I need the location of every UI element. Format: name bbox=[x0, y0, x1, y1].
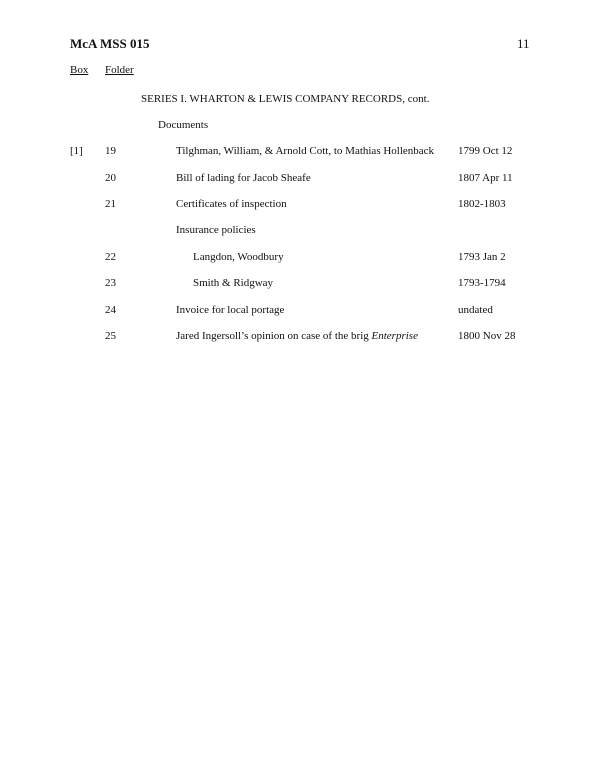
row-date: 1800 Nov 28 bbox=[458, 330, 516, 342]
row-date: 1793-1794 bbox=[458, 277, 506, 289]
row-description: Tilghman, William, & Arnold Cott, to Mathias Hollenback bbox=[176, 145, 435, 157]
subsection-heading: Insurance policies bbox=[176, 224, 256, 236]
section-title: Documents bbox=[158, 119, 209, 131]
column-header-folder: Folder bbox=[105, 64, 134, 76]
page-number: 11 bbox=[517, 36, 530, 51]
series-title: SERIES I. WHARTON & LEWIS COMPANY RECORDS, cont. bbox=[141, 93, 430, 105]
row-description: Invoice for local portage bbox=[176, 304, 285, 316]
row-folder: 19 bbox=[105, 145, 116, 157]
row-folder: 24 bbox=[105, 304, 116, 316]
ship-name: Enterprise bbox=[371, 330, 418, 342]
row-date: undated bbox=[458, 304, 493, 316]
row-description: Certificates of inspection bbox=[176, 198, 287, 210]
row-description-text: Jared Ingersoll’s opinion on case of the brig bbox=[176, 330, 372, 342]
row-folder: 20 bbox=[105, 172, 116, 184]
row-description bbox=[176, 330, 418, 342]
row-date: 1802-1803 bbox=[458, 198, 506, 210]
row-description: Langdon, Woodbury bbox=[193, 251, 284, 263]
row-date: 1793 Jan 2 bbox=[458, 251, 506, 263]
row-folder: 21 bbox=[105, 198, 116, 210]
row-folder: 23 bbox=[105, 277, 116, 289]
row-folder: 22 bbox=[105, 251, 116, 263]
row-date: 1807 Apr 11 bbox=[458, 172, 513, 184]
row-description: Bill of lading for Jacob Sheafe bbox=[176, 172, 311, 184]
collection-id: McA MSS 015 bbox=[70, 36, 150, 51]
row-folder: 25 bbox=[105, 330, 116, 342]
column-header-box: Box bbox=[70, 64, 89, 76]
row-box: [1] bbox=[70, 145, 83, 157]
row-date: 1799 Oct 12 bbox=[458, 145, 513, 157]
row-description: Smith & Ridgway bbox=[193, 277, 274, 289]
